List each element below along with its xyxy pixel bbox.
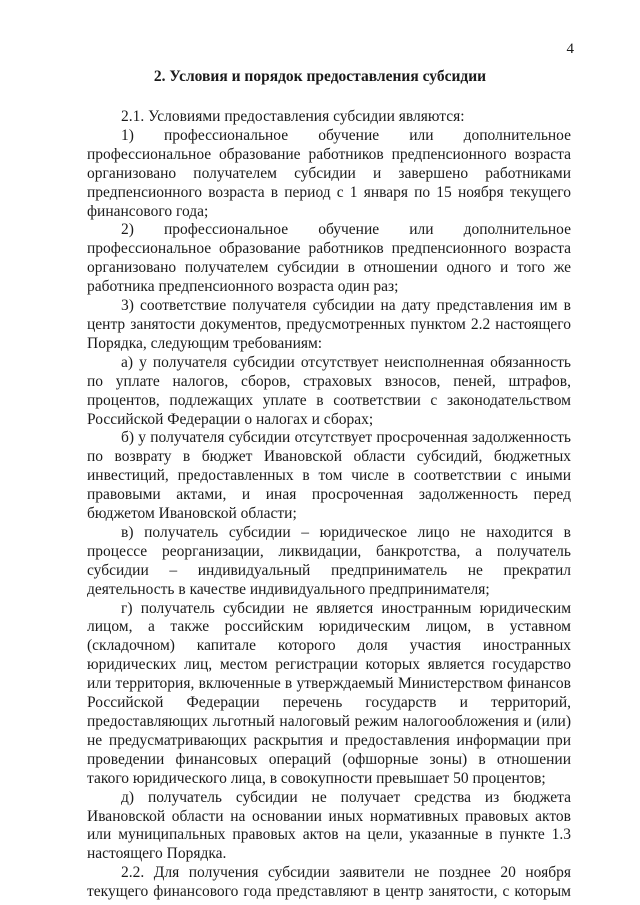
page-number: 4 xyxy=(566,41,574,57)
paragraph-item-1: 1) профессиональное обучение или дополнительное профессиональное образование работников предпенсионного возраста организовано получателем субсидии и завершено работниками предпенсионного возраста в период с 1 января по 15 ноября текущего финансового года; xyxy=(87,126,571,220)
paragraph-item-3: 3) соответствие получателя субсидии на дату представления им в центр занятости документов, предусмотренных пунктом 2.2 настоящего Порядка, следующим требованиям: xyxy=(87,297,571,352)
paragraph-item-3d: д) получатель субсидии не получает средства из бюджета Ивановской области на основании иных нормативных правовых актов или муниципальных правовых актов на цели, указанные в пункте 1.3 настоящего Порядка. xyxy=(87,788,571,863)
paragraph-2-1: 2.1. Условиями предоставления субсидии являются: xyxy=(121,108,465,125)
document-body xyxy=(87,108,571,902)
paragraph-2-2: 2.2. Для получения субсидии заявители не позднее 20 ноября текущего финансового года представляют в центр занятости, с которым xyxy=(87,864,571,901)
paragraph-item-3v: в) получатель субсидии – юридическое лицо не находится в процессе реорганизации, ликвидации, банкротства, а получатель субсидии – индивидуальный предприниматель не прекратил деятельность в качестве индивидуального предпринимателя; xyxy=(87,523,571,598)
paragraph-item-3g: г) получатель субсидии не является иностранным юридическим лицом, а также российским юридическим лицом, в уставном (складочном) капитале которого доля участия иностранных юридических лиц, местом регистрации которых является государство или территория, включенные в утверждаемый Министерством финансов Российской Федерации перечень государств и территорий, предоставляющих льготный налоговый режим налогообложения и (или) не предусматривающих раскрытия и предоставления информации при проведении финансовых операций (офшорные зоны) в отношении такого юридического лица, в совокупности превышает 50 процентов; xyxy=(87,599,571,787)
paragraph-item-2: 2) профессиональное обучение или дополнительное профессиональное образование работников предпенсионного возраста организовано получателем субсидии в отношении одного и того же работника предпенсионного возраста один раз; xyxy=(87,221,571,296)
paragraph-item-3b: б) у получателя субсидии отсутствует просроченная задолженность по возврату в бюджет Ивановской области субсидий, бюджетных инвестиций, предоставленных в том числе в соответствии с иными правовыми актами, и иная просроченная задолженность перед бюджетом Ивановской области; xyxy=(87,429,571,523)
paragraph-item-3a: а) у получателя субсидии отсутствует неисполненная обязанность по уплате налогов, сборов, страховых взносов, пеней, штрафов, процентов, подлежащих уплате в соответствии с законодательством Российской Федерации о налогах и сборах; xyxy=(87,353,571,428)
section-title: 2. Условия и порядок предоставления субсидии xyxy=(153,68,487,85)
